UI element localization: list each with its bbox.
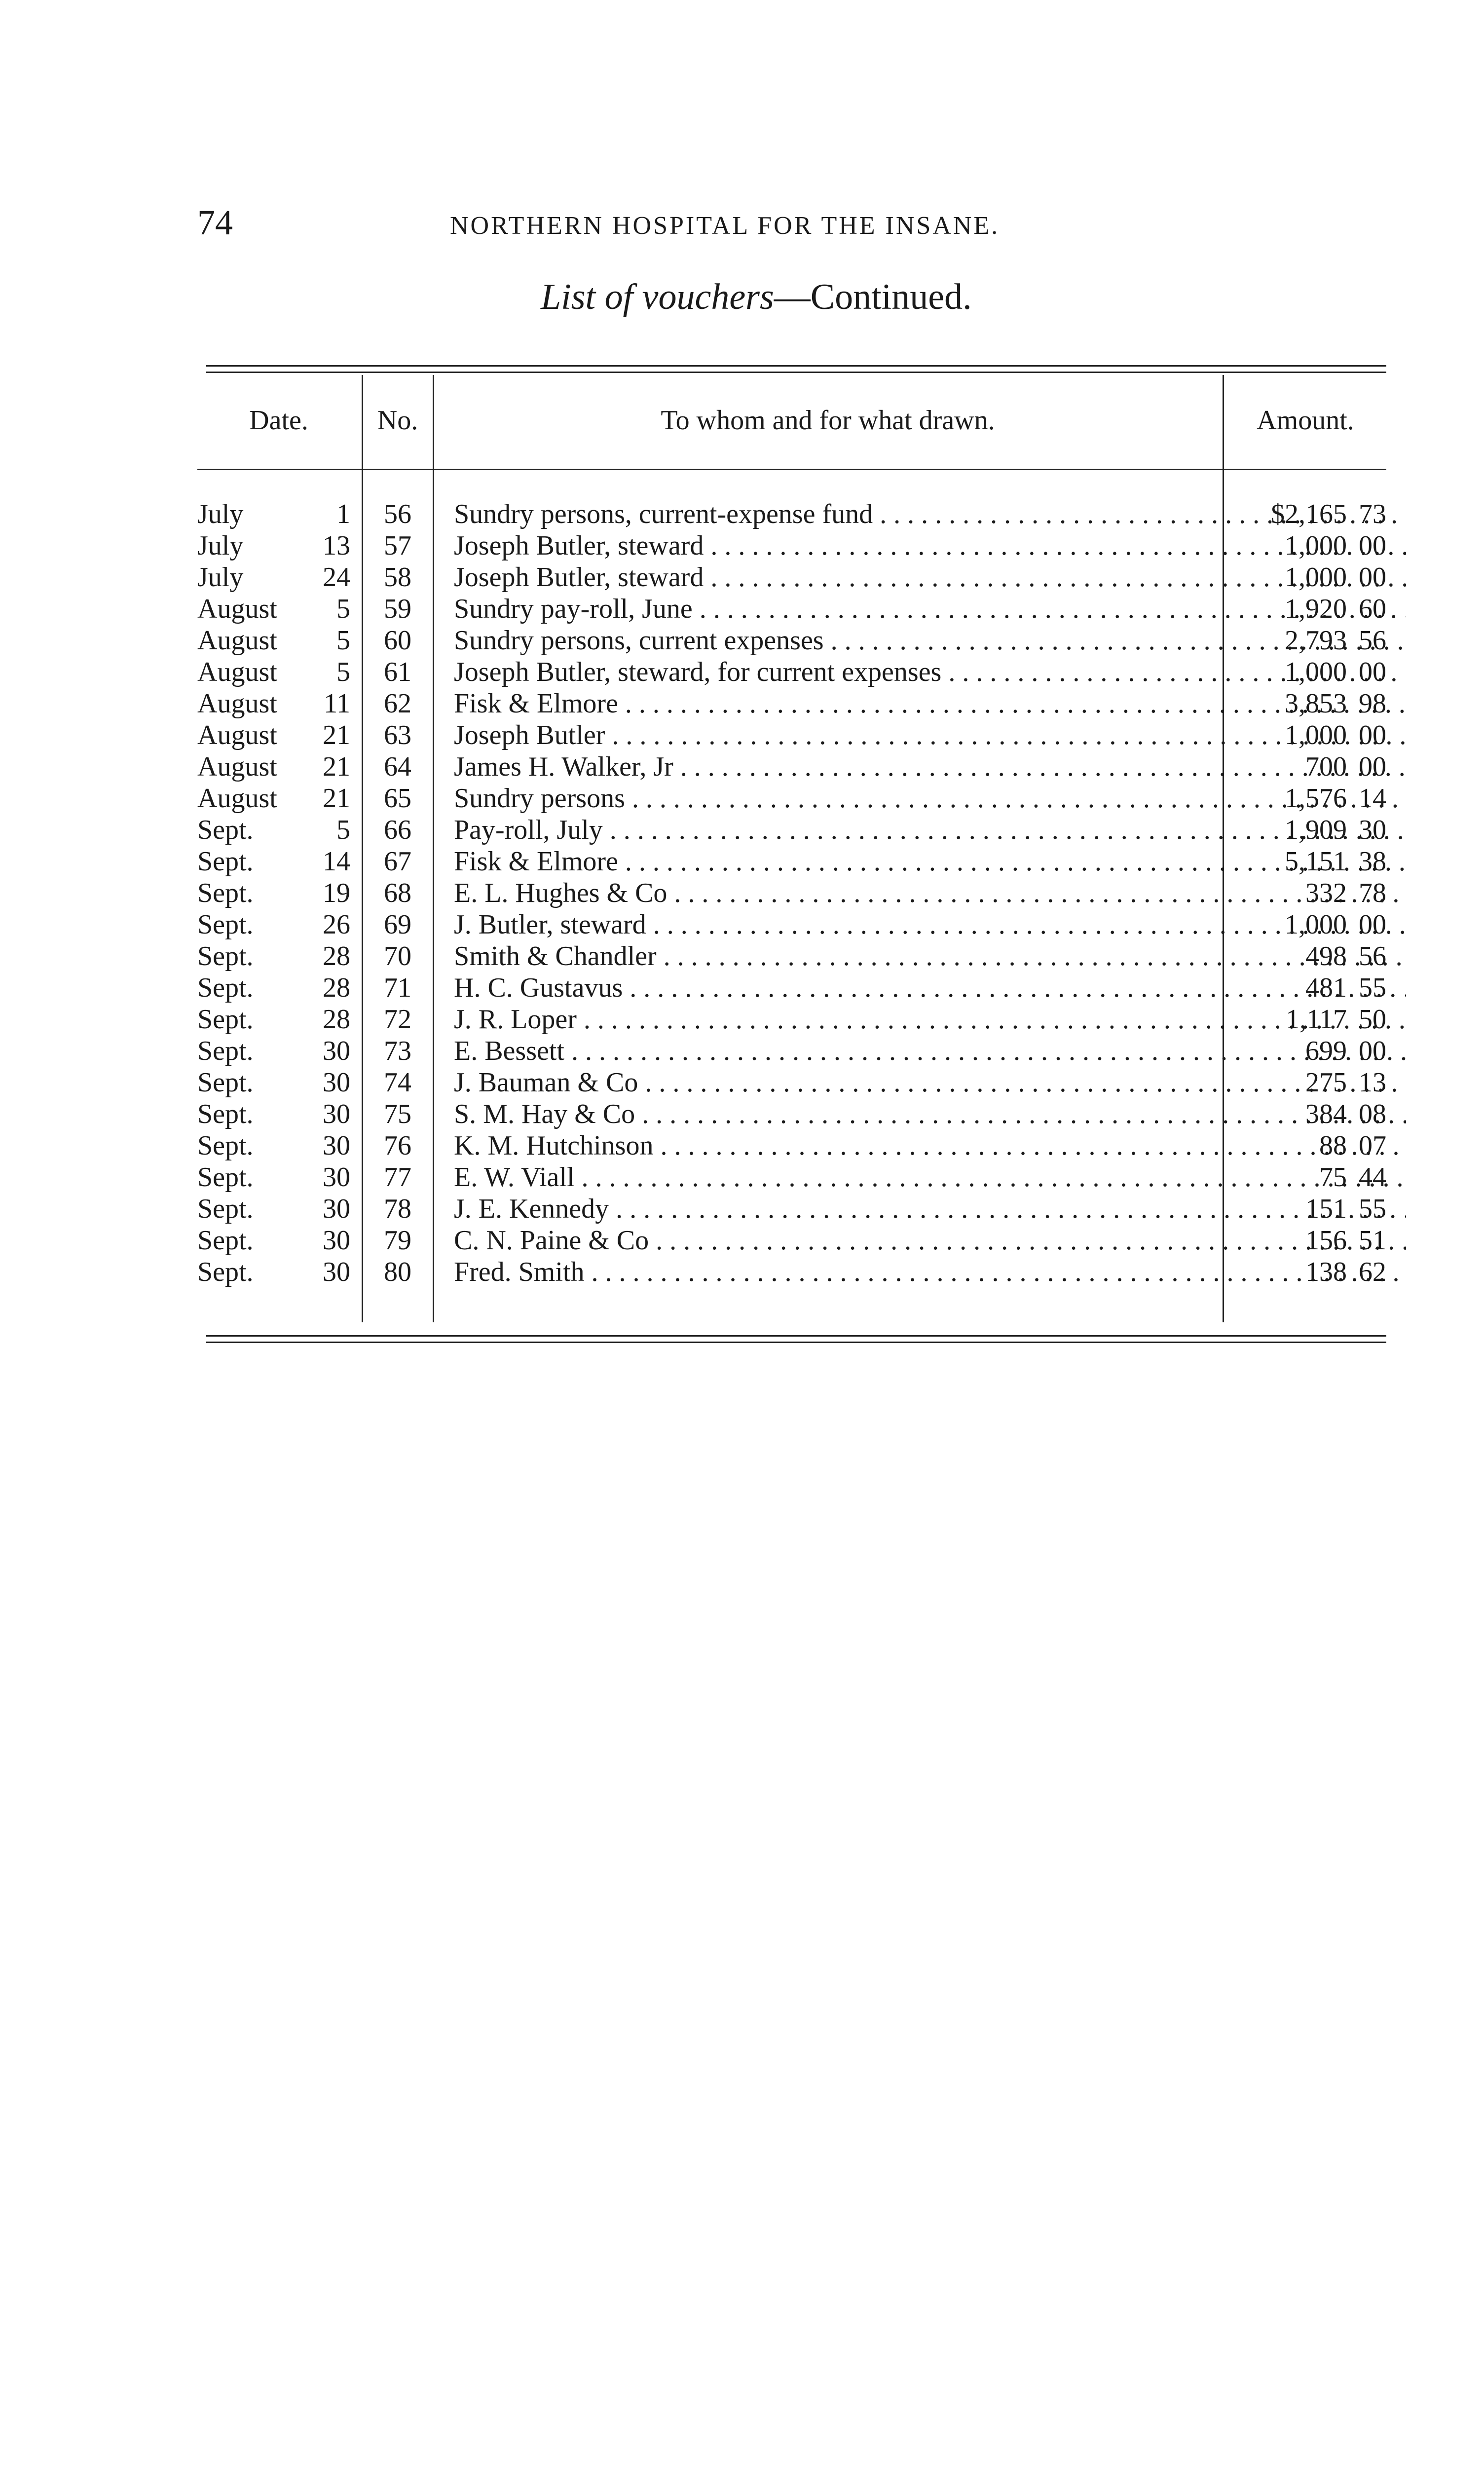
date-month: July xyxy=(197,499,244,529)
payee-description: Pay-roll, July . . . xyxy=(454,814,1406,846)
table-row xyxy=(197,1067,1386,1098)
date-day: 30 xyxy=(323,1099,350,1129)
table-row xyxy=(197,1130,1386,1161)
amount-cents: 00 xyxy=(1359,530,1386,561)
amount-cents: 00 xyxy=(1359,1036,1386,1066)
amount-cents: 14 xyxy=(1359,783,1386,814)
payee-description: J. Butler, steward . . . xyxy=(454,909,1406,940)
date-day: 19 xyxy=(323,878,350,908)
voucher-number: 64 xyxy=(384,751,411,782)
date-month: Sept. xyxy=(197,815,254,845)
amount-cents: 73 xyxy=(1359,499,1386,529)
payee-description: Smith & Chandler . . . xyxy=(454,940,1406,972)
date-day: 5 xyxy=(336,625,350,656)
payee-description: J. Bauman & Co . . . xyxy=(454,1067,1406,1098)
payee-description: Joseph Butler . . . xyxy=(454,719,1406,751)
amount-dollars: $2,165 xyxy=(1271,499,1347,529)
date-month: Sept. xyxy=(197,941,254,972)
table-row xyxy=(197,1256,1386,1288)
amount-cents: 60 xyxy=(1359,594,1386,624)
amount-dollars: 1,909 xyxy=(1285,815,1347,845)
voucher-number: 78 xyxy=(384,1194,411,1224)
payee-description: Fisk & Elmore . . . xyxy=(454,688,1406,719)
payee-description: Sundry pay-roll, June . . . xyxy=(454,593,1406,625)
date-month: Sept. xyxy=(197,846,254,877)
date-month: August xyxy=(197,625,277,656)
voucher-number: 76 xyxy=(384,1130,411,1161)
running-head: NORTHERN HOSPITAL FOR THE INSANE. xyxy=(450,212,1000,240)
voucher-number: 58 xyxy=(384,562,411,593)
amount-dollars: 1,117 xyxy=(1286,1004,1347,1035)
voucher-number: 72 xyxy=(384,1004,411,1035)
payee-description: E. L. Hughes & Co . . . xyxy=(454,877,1406,909)
table-title-italic: List of vouchers xyxy=(541,277,774,317)
amount-cents: 07 xyxy=(1359,1130,1386,1161)
amount-dollars: 498 xyxy=(1305,941,1347,972)
voucher-number: 77 xyxy=(384,1162,411,1193)
table-row xyxy=(197,1004,1386,1035)
voucher-number: 80 xyxy=(384,1257,411,1287)
date-day: 21 xyxy=(323,783,350,814)
date-month: August xyxy=(197,688,277,719)
amount-dollars: 1,920 xyxy=(1285,594,1347,624)
voucher-number: 69 xyxy=(384,909,411,940)
amount-cents: 30 xyxy=(1359,815,1386,845)
voucher-number: 63 xyxy=(384,720,411,750)
amount-cents: 13 xyxy=(1359,1067,1386,1098)
amount-cents: 38 xyxy=(1359,846,1386,877)
date-day: 30 xyxy=(323,1036,350,1066)
table-row xyxy=(197,1225,1386,1256)
voucher-number: 75 xyxy=(384,1099,411,1129)
date-month: August xyxy=(197,751,277,782)
payee-description: James H. Walker, Jr . . . xyxy=(454,751,1406,783)
header-amount: Amount. xyxy=(1257,405,1354,436)
date-month: Sept. xyxy=(197,1225,254,1256)
amount-dollars: 75 xyxy=(1319,1162,1347,1193)
table-row xyxy=(197,719,1386,751)
amount-cents: 56 xyxy=(1359,941,1386,972)
table-row xyxy=(197,593,1386,625)
amount-cents: 78 xyxy=(1359,878,1386,908)
table-row xyxy=(197,625,1386,656)
amount-dollars: 1,000 xyxy=(1285,530,1347,561)
date-month: July xyxy=(197,562,244,593)
amount-cents: 00 xyxy=(1359,657,1386,687)
amount-cents: 00 xyxy=(1359,751,1386,782)
table-row xyxy=(197,846,1386,877)
date-day: 5 xyxy=(336,815,350,845)
amount-cents: 08 xyxy=(1359,1099,1386,1129)
payee-description: H. C. Gustavus . . . xyxy=(454,972,1406,1004)
amount-cents: 62 xyxy=(1359,1257,1386,1287)
payee-description: Sundry persons, current-expense fund . . . xyxy=(454,498,1406,530)
date-day: 21 xyxy=(323,720,350,750)
voucher-number: 57 xyxy=(384,530,411,561)
date-day: 28 xyxy=(323,941,350,972)
table-row xyxy=(197,498,1386,530)
amount-dollars: 156 xyxy=(1305,1225,1347,1256)
amount-cents: 00 xyxy=(1359,909,1386,940)
voucher-number: 79 xyxy=(384,1225,411,1256)
date-month: Sept. xyxy=(197,878,254,908)
amount-dollars: 1,000 xyxy=(1285,720,1347,750)
table-row xyxy=(197,751,1386,783)
date-day: 5 xyxy=(336,594,350,624)
bottom-double-rule xyxy=(206,1335,1386,1343)
header-whom: To whom and for what drawn. xyxy=(661,405,995,436)
date-month: Sept. xyxy=(197,1162,254,1193)
date-month: Sept. xyxy=(197,1130,254,1161)
amount-dollars: 1,000 xyxy=(1285,657,1347,687)
date-day: 30 xyxy=(323,1225,350,1256)
table-row xyxy=(197,909,1386,940)
date-month: Sept. xyxy=(197,909,254,940)
payee-description: Sundry persons . . . xyxy=(454,783,1406,814)
voucher-number: 74 xyxy=(384,1067,411,1098)
date-day: 11 xyxy=(324,688,350,719)
table-row xyxy=(197,940,1386,972)
date-month: Sept. xyxy=(197,1067,254,1098)
table-title-rest: —Continued. xyxy=(774,277,972,317)
table-row xyxy=(197,530,1386,561)
date-month: Sept. xyxy=(197,1004,254,1035)
date-day: 30 xyxy=(323,1162,350,1193)
voucher-number: 59 xyxy=(384,594,411,624)
table-row xyxy=(197,561,1386,593)
payee-description: K. M. Hutchinson . . . xyxy=(454,1130,1406,1161)
amount-dollars: 5,151 xyxy=(1285,846,1347,877)
voucher-number: 71 xyxy=(384,972,411,1003)
amount-cents: 55 xyxy=(1359,972,1386,1003)
amount-cents: 00 xyxy=(1359,562,1386,593)
table-row xyxy=(197,1035,1386,1067)
date-month: Sept. xyxy=(197,1194,254,1224)
date-month: August xyxy=(197,783,277,814)
voucher-number: 60 xyxy=(384,625,411,656)
date-month: July xyxy=(197,530,244,561)
header-no: No. xyxy=(377,405,418,436)
amount-dollars: 151 xyxy=(1305,1194,1347,1224)
page-number: 74 xyxy=(197,203,233,242)
date-day: 21 xyxy=(323,751,350,782)
payee-description: S. M. Hay & Co . . . xyxy=(454,1098,1406,1130)
payee-description: E. W. Viall . . . xyxy=(454,1161,1406,1193)
table-row xyxy=(197,814,1386,846)
date-day: 1 xyxy=(336,499,350,529)
table-row xyxy=(197,877,1386,909)
payee-description: Fred. Smith . . . xyxy=(454,1256,1406,1288)
payee-description: Joseph Butler, steward, for current expenses . . . xyxy=(454,656,1406,688)
date-day: 28 xyxy=(323,972,350,1003)
table-row xyxy=(197,656,1386,688)
page-header xyxy=(197,202,1184,252)
voucher-number: 68 xyxy=(384,878,411,908)
payee-description: Sundry persons, current expenses . . . xyxy=(454,625,1406,656)
amount-cents: 51 xyxy=(1359,1225,1386,1256)
date-month: August xyxy=(197,594,277,624)
top-double-rule xyxy=(206,365,1386,373)
payee-description: Fisk & Elmore . . . xyxy=(454,846,1406,877)
amount-dollars: 88 xyxy=(1319,1130,1347,1161)
date-month: August xyxy=(197,720,277,750)
amount-dollars: 1,576 xyxy=(1285,783,1347,814)
table-title xyxy=(541,276,972,318)
date-day: 26 xyxy=(323,909,350,940)
table-row xyxy=(197,688,1386,719)
amount-cents: 44 xyxy=(1359,1162,1386,1193)
amount-dollars: 384 xyxy=(1305,1099,1347,1129)
date-day: 24 xyxy=(323,562,350,593)
amount-dollars: 700 xyxy=(1305,751,1347,782)
date-day: 13 xyxy=(323,530,350,561)
date-month: Sept. xyxy=(197,972,254,1003)
payee-description: E. Bessett . . . xyxy=(454,1035,1406,1067)
date-day: 30 xyxy=(323,1067,350,1098)
amount-cents: 98 xyxy=(1359,688,1386,719)
date-day: 28 xyxy=(323,1004,350,1035)
date-day: 14 xyxy=(323,846,350,877)
payee-description: Joseph Butler, steward . . . xyxy=(454,530,1406,561)
date-month: Sept. xyxy=(197,1099,254,1129)
amount-cents: 55 xyxy=(1359,1194,1386,1224)
amount-dollars: 138 xyxy=(1305,1257,1347,1287)
table-row xyxy=(197,972,1386,1004)
amount-cents: 00 xyxy=(1359,720,1386,750)
date-month: Sept. xyxy=(197,1257,254,1287)
voucher-number: 73 xyxy=(384,1036,411,1066)
voucher-number: 70 xyxy=(384,941,411,972)
table-row xyxy=(197,1193,1386,1225)
amount-dollars: 481 xyxy=(1305,972,1347,1003)
amount-dollars: 1,000 xyxy=(1285,909,1347,940)
amount-dollars: 275 xyxy=(1305,1067,1347,1098)
voucher-number: 67 xyxy=(384,846,411,877)
header-rule xyxy=(197,469,1386,470)
voucher-number: 65 xyxy=(384,783,411,814)
voucher-number: 62 xyxy=(384,688,411,719)
payee-description: J. R. Loper . . . xyxy=(454,1004,1406,1035)
table-row xyxy=(197,1098,1386,1130)
amount-dollars: 3,853 xyxy=(1285,688,1347,719)
amount-dollars: 1,000 xyxy=(1285,562,1347,593)
date-month: Sept. xyxy=(197,1036,254,1066)
header-date: Date. xyxy=(249,405,308,436)
table-row xyxy=(197,783,1386,814)
amount-dollars: 2,793 xyxy=(1285,625,1347,656)
date-month: August xyxy=(197,657,277,687)
amount-dollars: 332 xyxy=(1305,878,1347,908)
date-day: 30 xyxy=(323,1257,350,1287)
payee-description: J. E. Kennedy . . . xyxy=(454,1193,1406,1225)
amount-cents: 50 xyxy=(1359,1004,1386,1035)
amount-cents: 56 xyxy=(1359,625,1386,656)
date-day: 30 xyxy=(323,1130,350,1161)
voucher-table-body xyxy=(197,498,1386,1288)
date-day: 30 xyxy=(323,1194,350,1224)
payee-description: Joseph Butler, steward . . . xyxy=(454,561,1406,593)
voucher-number: 61 xyxy=(384,657,411,687)
date-day: 5 xyxy=(336,657,350,687)
amount-dollars: 699 xyxy=(1305,1036,1347,1066)
payee-description: C. N. Paine & Co . . . xyxy=(454,1225,1406,1256)
voucher-number: 66 xyxy=(384,815,411,845)
table-row xyxy=(197,1161,1386,1193)
voucher-number: 56 xyxy=(384,499,411,529)
